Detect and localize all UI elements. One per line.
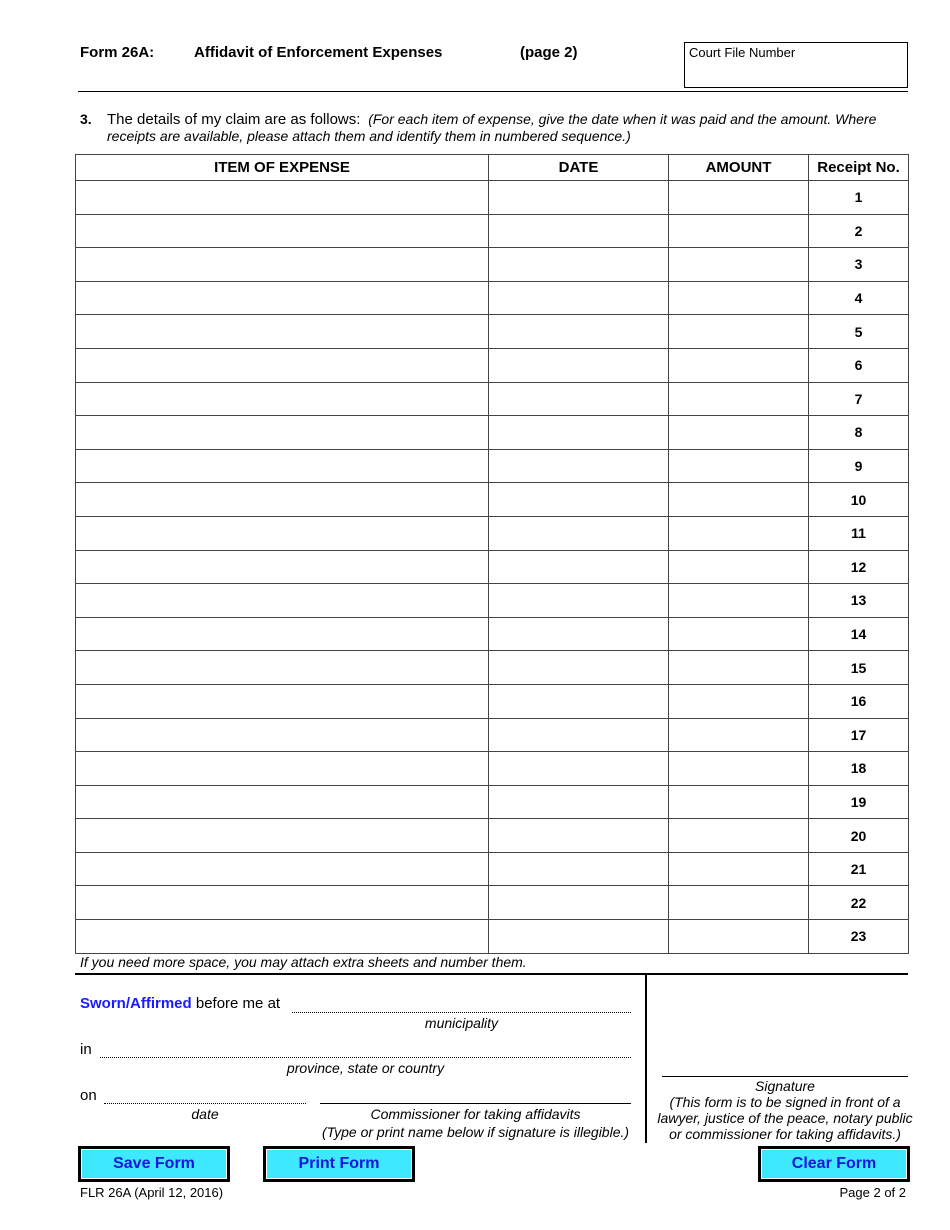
date-cell[interactable] xyxy=(489,684,669,718)
page-number: Page 2 of 2 xyxy=(839,1185,906,1200)
item-cell[interactable] xyxy=(76,684,489,718)
date-cell[interactable] xyxy=(489,920,669,954)
date-cell[interactable] xyxy=(489,348,669,382)
amount-cell[interactable] xyxy=(669,516,809,550)
sworn-label: Sworn/Affirmed xyxy=(80,995,192,1012)
receipt-number-cell: 19 xyxy=(809,785,909,819)
on-label: on xyxy=(80,1087,97,1104)
item-cell[interactable] xyxy=(76,886,489,920)
item-cell[interactable] xyxy=(76,718,489,752)
receipt-number-cell: 16 xyxy=(809,684,909,718)
amount-cell[interactable] xyxy=(669,181,809,215)
signature-note-3: or commissioner for taking affidavits.) xyxy=(669,1126,901,1142)
date-cell[interactable] xyxy=(489,617,669,651)
amount-cell[interactable] xyxy=(669,684,809,718)
table-row xyxy=(76,214,909,248)
column-header-amount: AMOUNT xyxy=(669,155,809,181)
date-cell[interactable] xyxy=(489,785,669,819)
section-intro: The details of my claim are as follows: xyxy=(107,111,361,128)
item-cell[interactable] xyxy=(76,416,489,450)
date-cell[interactable] xyxy=(489,214,669,248)
before-me-at-label: before me at xyxy=(195,995,281,1012)
column-header-date: DATE xyxy=(489,155,669,181)
in-label: in xyxy=(80,1041,92,1058)
date-cell[interactable] xyxy=(489,281,669,315)
form-id: FLR 26A (April 12, 2016) xyxy=(80,1185,224,1200)
item-cell[interactable] xyxy=(76,382,489,416)
table-row xyxy=(76,920,909,954)
receipt-number-cell: 22 xyxy=(809,886,909,920)
receipt-number-cell: 18 xyxy=(809,752,909,786)
table-row xyxy=(76,718,909,752)
amount-cell[interactable] xyxy=(669,920,809,954)
table-row xyxy=(76,651,909,685)
receipt-number-cell: 14 xyxy=(809,617,909,651)
amount-cell[interactable] xyxy=(669,852,809,886)
page-label: (page 2) xyxy=(520,44,578,61)
table-row xyxy=(76,416,909,450)
date-cell[interactable] xyxy=(489,382,669,416)
date-cell[interactable] xyxy=(489,584,669,618)
item-cell[interactable] xyxy=(76,852,489,886)
item-cell[interactable] xyxy=(76,819,489,853)
table-row xyxy=(76,348,909,382)
receipt-number-cell: 21 xyxy=(809,852,909,886)
receipt-number-cell: 2 xyxy=(809,214,909,248)
amount-cell[interactable] xyxy=(669,214,809,248)
clear-form-button[interactable]: Clear Form xyxy=(758,1146,910,1182)
date-cell[interactable] xyxy=(489,181,669,215)
date-caption: date xyxy=(191,1106,219,1122)
receipt-number-cell: 4 xyxy=(809,281,909,315)
commissioner-caption: Commissioner for taking affidavits xyxy=(370,1106,581,1122)
item-cell[interactable] xyxy=(76,281,489,315)
item-cell[interactable] xyxy=(76,214,489,248)
table-row xyxy=(76,684,909,718)
amount-cell[interactable] xyxy=(669,248,809,282)
table-row xyxy=(76,819,909,853)
section-number: 3. xyxy=(80,111,92,127)
date-cell[interactable] xyxy=(489,550,669,584)
expense-table xyxy=(75,154,909,954)
date-cell[interactable] xyxy=(489,483,669,517)
table-row xyxy=(76,584,909,618)
amount-cell[interactable] xyxy=(669,315,809,349)
save-form-button[interactable]: Save Form xyxy=(78,1146,230,1182)
amount-cell[interactable] xyxy=(669,886,809,920)
amount-cell[interactable] xyxy=(669,416,809,450)
table-row xyxy=(76,449,909,483)
column-header-item: ITEM OF EXPENSE xyxy=(76,155,489,181)
receipt-number-cell: 17 xyxy=(809,718,909,752)
item-cell[interactable] xyxy=(76,617,489,651)
table-row xyxy=(76,483,909,517)
date-field[interactable] xyxy=(104,1103,306,1104)
table-row xyxy=(76,248,909,282)
signature-note-2: lawyer, justice of the peace, notary public xyxy=(657,1110,913,1126)
section-3 xyxy=(80,111,908,144)
item-cell[interactable] xyxy=(76,516,489,550)
item-cell[interactable] xyxy=(76,449,489,483)
receipt-number-cell: 10 xyxy=(809,483,909,517)
amount-cell[interactable] xyxy=(669,651,809,685)
form-title: Affidavit of Enforcement Expenses xyxy=(194,44,443,61)
item-cell[interactable] xyxy=(76,651,489,685)
signature-caption: Signature xyxy=(755,1078,815,1094)
date-cell[interactable] xyxy=(489,315,669,349)
municipality-caption: municipality xyxy=(424,1015,499,1031)
header-divider xyxy=(78,91,908,92)
table-row xyxy=(76,281,909,315)
court-file-number-field[interactable] xyxy=(684,42,908,88)
receipt-number-cell: 5 xyxy=(809,315,909,349)
table-row xyxy=(76,752,909,786)
amount-cell[interactable] xyxy=(669,584,809,618)
item-cell[interactable] xyxy=(76,584,489,618)
item-cell[interactable] xyxy=(76,348,489,382)
amount-cell[interactable] xyxy=(669,785,809,819)
receipt-number-cell: 12 xyxy=(809,550,909,584)
province-caption: province, state or country xyxy=(286,1060,445,1076)
table-row xyxy=(76,852,909,886)
date-cell[interactable] xyxy=(489,819,669,853)
signature-line[interactable] xyxy=(662,1076,908,1077)
amount-cell[interactable] xyxy=(669,483,809,517)
receipt-number-cell: 13 xyxy=(809,584,909,618)
receipt-number-cell: 3 xyxy=(809,248,909,282)
table-row xyxy=(76,315,909,349)
date-cell[interactable] xyxy=(489,449,669,483)
amount-cell[interactable] xyxy=(669,449,809,483)
receipt-number-cell: 6 xyxy=(809,348,909,382)
item-cell[interactable] xyxy=(76,248,489,282)
receipt-number-cell: 9 xyxy=(809,449,909,483)
receipt-number-cell: 11 xyxy=(809,516,909,550)
amount-cell[interactable] xyxy=(669,348,809,382)
amount-cell[interactable] xyxy=(669,718,809,752)
item-cell[interactable] xyxy=(76,752,489,786)
receipt-number-cell: 1 xyxy=(809,181,909,215)
table-row xyxy=(76,785,909,819)
receipt-number-cell: 20 xyxy=(809,819,909,853)
amount-cell[interactable] xyxy=(669,550,809,584)
date-cell[interactable] xyxy=(489,852,669,886)
table-row xyxy=(76,181,909,215)
receipt-number-cell: 23 xyxy=(809,920,909,954)
print-form-button[interactable]: Print Form xyxy=(263,1146,415,1182)
column-header-receipt: Receipt No. xyxy=(809,155,909,181)
section-instructions: (For each item of expense, give the date when it was paid and the amount. Where receipts are available, please attach them and identify them in numbered sequence.) xyxy=(107,111,877,144)
receipt-number-cell: 7 xyxy=(809,382,909,416)
amount-cell[interactable] xyxy=(669,382,809,416)
date-cell[interactable] xyxy=(489,718,669,752)
date-cell[interactable] xyxy=(489,752,669,786)
amount-cell[interactable] xyxy=(669,819,809,853)
item-cell[interactable] xyxy=(76,483,489,517)
item-cell[interactable] xyxy=(76,785,489,819)
table-row xyxy=(76,886,909,920)
item-cell[interactable] xyxy=(76,315,489,349)
date-cell[interactable] xyxy=(489,416,669,450)
table-row xyxy=(76,382,909,416)
amount-cell[interactable] xyxy=(669,752,809,786)
table-row xyxy=(76,516,909,550)
table-row xyxy=(76,550,909,584)
date-cell[interactable] xyxy=(489,516,669,550)
municipality-field[interactable] xyxy=(292,1012,631,1013)
item-cell[interactable] xyxy=(76,920,489,954)
more-space-note: If you need more space, you may attach extra sheets and number them. xyxy=(80,954,527,970)
amount-cell[interactable] xyxy=(669,617,809,651)
date-cell[interactable] xyxy=(489,248,669,282)
commissioner-note: (Type or print name below if signature is illegible.) xyxy=(321,1124,630,1140)
item-cell[interactable] xyxy=(76,181,489,215)
date-cell[interactable] xyxy=(489,651,669,685)
amount-cell[interactable] xyxy=(669,281,809,315)
item-cell[interactable] xyxy=(76,550,489,584)
table-row xyxy=(76,617,909,651)
court-file-number-label: Court File Number xyxy=(689,45,796,60)
sworn-line xyxy=(80,995,280,1012)
province-field[interactable] xyxy=(100,1057,631,1058)
date-cell[interactable] xyxy=(489,886,669,920)
form-number: Form 26A: xyxy=(80,44,155,61)
receipt-number-cell: 15 xyxy=(809,651,909,685)
signature-note-1: (This form is to be signed in front of a xyxy=(669,1094,901,1110)
receipt-number-cell: 8 xyxy=(809,416,909,450)
commissioner-signature-line[interactable] xyxy=(320,1103,631,1104)
jurat-divider xyxy=(75,973,908,975)
